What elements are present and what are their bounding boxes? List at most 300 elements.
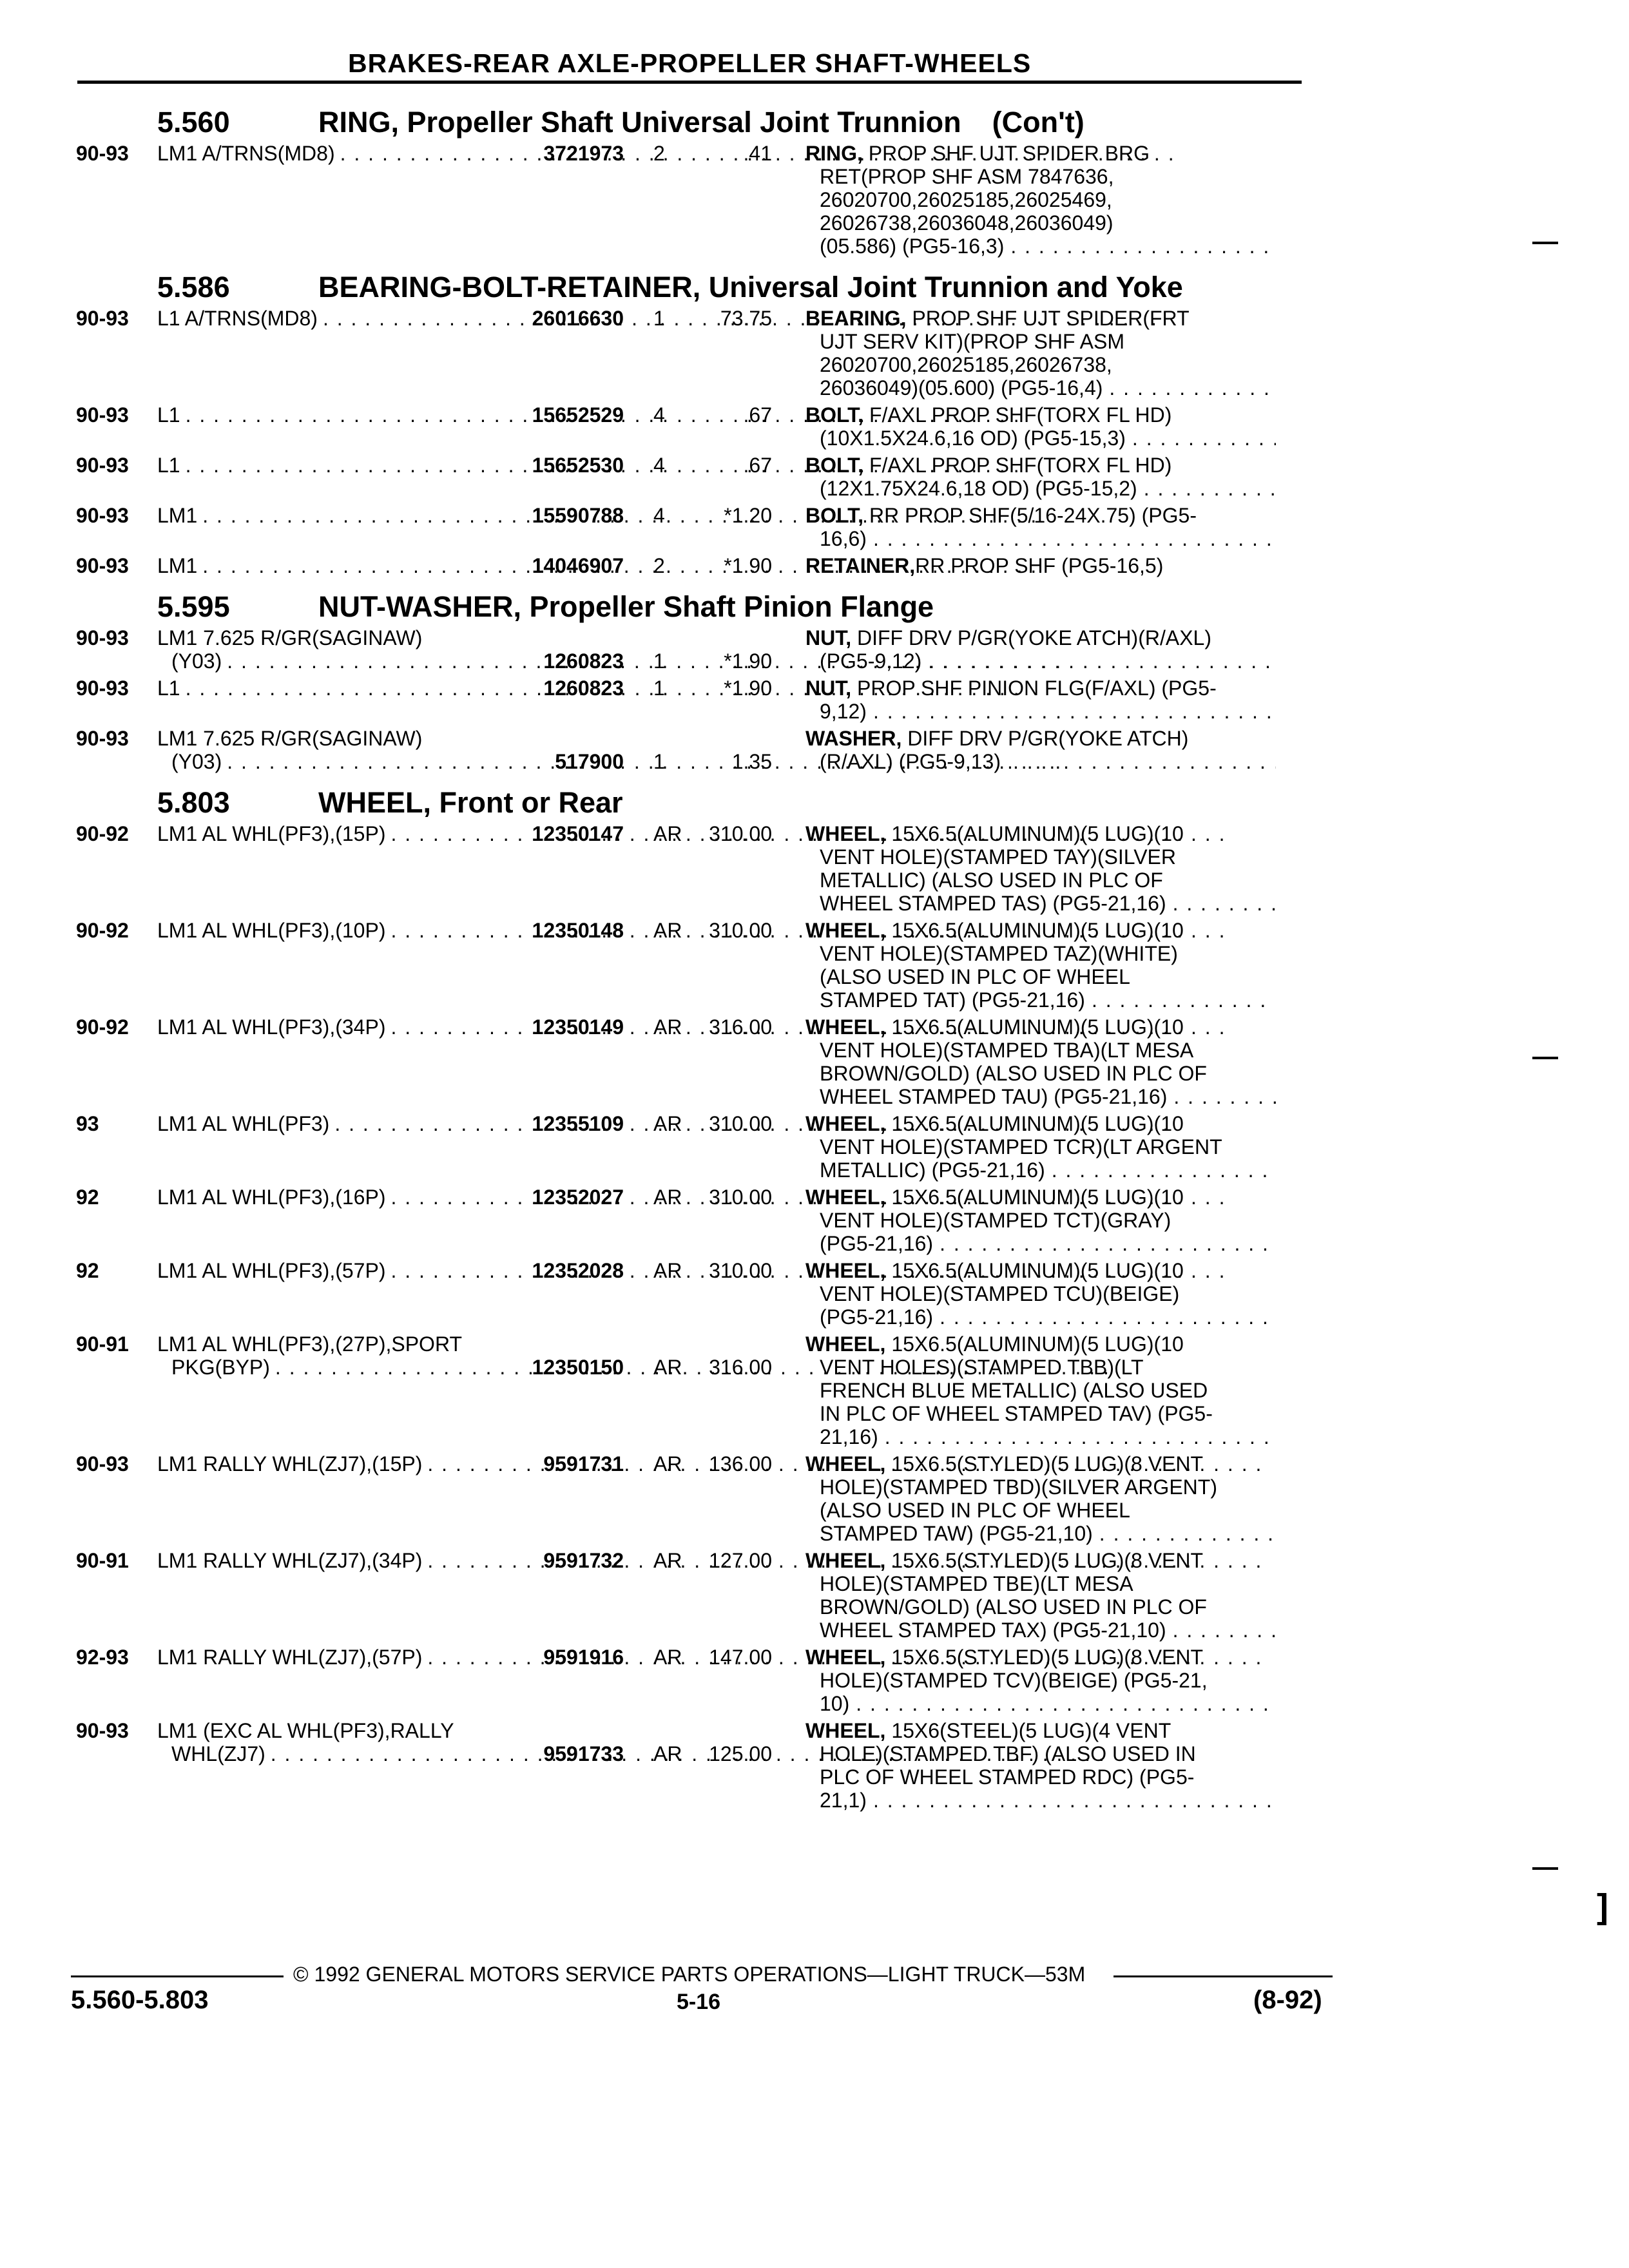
quantity: 2: [653, 554, 665, 577]
part-row: [76, 677, 1333, 723]
leader-dots: [1173, 892, 1276, 915]
description: [805, 403, 1276, 450]
description-line: BROWN/GOLD) (ALSO USED IN PLC OF: [820, 1595, 1207, 1619]
description-text: 15X6.5(ALUMINUM)(5 LUG)(10: [885, 919, 1184, 942]
quantity: 1: [653, 750, 665, 773]
part-cells: [501, 454, 772, 477]
part-row: [76, 626, 1333, 673]
description-line: [805, 235, 1276, 258]
row-app-cells: [157, 677, 772, 700]
model-years: 90-91: [76, 1549, 129, 1572]
description: [805, 1452, 1276, 1545]
part-row: [76, 1549, 1333, 1642]
description-noun: NUT,: [805, 677, 852, 700]
description-text: METALLIC) (PG5-21,16): [820, 1158, 1045, 1182]
description-text: 15X6.5(ALUMINUM)(5 LUG)(10: [885, 1332, 1184, 1356]
row-app-cells: [157, 1549, 772, 1572]
description-line: BROWN/GOLD) (ALSO USED IN PLC OF: [820, 1062, 1207, 1085]
price: *1.90: [724, 677, 772, 700]
part-number: 12355109: [532, 1112, 624, 1135]
quantity: 4: [653, 403, 665, 427]
description-line: [805, 504, 1276, 527]
row-left: [76, 504, 772, 550]
description-line: [805, 142, 1276, 165]
part-row: [76, 822, 1333, 915]
model-years: 93: [76, 1112, 99, 1135]
description: [805, 822, 1276, 915]
row-app-cells: [157, 1186, 772, 1209]
part-cells: [501, 919, 772, 942]
row-left: [76, 1646, 772, 1715]
description-noun: WHEEL,: [805, 1646, 886, 1669]
description: [805, 677, 1276, 723]
leader-dots: [885, 1425, 1276, 1448]
description-text: WHEEL STAMPED TAS) (PG5-21,16): [820, 892, 1166, 915]
description: [805, 504, 1276, 550]
price: *1.90: [724, 554, 772, 577]
row-app-cells: [157, 626, 772, 673]
quantity: AR: [653, 1549, 682, 1572]
price: 310.00: [709, 822, 772, 845]
part-row: [76, 307, 1333, 399]
description-noun: NUT,: [805, 626, 852, 649]
application: [157, 677, 501, 700]
model-years: 92: [76, 1259, 99, 1282]
application: [157, 919, 501, 942]
application-text: (Y03): [171, 649, 222, 673]
price: 1.35: [731, 750, 772, 773]
description-line: PLC OF WHEEL STAMPED RDC) (PG5-: [820, 1765, 1195, 1789]
application: [157, 822, 501, 845]
description-line: [805, 750, 1276, 773]
description-line: [805, 1425, 1276, 1448]
description-text: PROP SHF PINION FLG(F/AXL) (PG5-: [851, 677, 1217, 700]
section-number: 5.586: [157, 271, 230, 303]
row-left: [76, 403, 772, 450]
application: [157, 454, 501, 477]
section-title: WHEEL, Front or Rear: [318, 786, 623, 819]
part-number: 12352028: [532, 1259, 624, 1282]
part-cells: [501, 1452, 772, 1475]
row-left: [76, 1259, 772, 1329]
description-noun: WHEEL,: [805, 1549, 886, 1572]
quantity: 2: [653, 142, 665, 165]
leader-dots: [873, 527, 1276, 550]
row-app-cells: [157, 1452, 772, 1475]
leader-dots: [1052, 1158, 1276, 1182]
application: [157, 307, 501, 330]
model-years: 90-93: [76, 677, 129, 700]
description-noun: WHEEL,: [805, 1112, 886, 1135]
description-line: 26020700,26025185,26026738,: [820, 353, 1112, 376]
model-years: 92-93: [76, 1646, 129, 1669]
description-line: HOLE)(STAMPED TCV)(BEIGE) (PG5-21,: [820, 1669, 1208, 1692]
row-app-cells: [157, 454, 772, 477]
footer-page-number: 5-16: [677, 1990, 721, 2014]
row-left: [76, 454, 772, 500]
part-number: 517900: [555, 750, 624, 773]
quantity: AR: [653, 822, 682, 845]
description-line: [805, 376, 1276, 399]
model-years: 90-93: [76, 626, 129, 649]
application: [157, 1452, 501, 1475]
description-line: HOLE)(STAMPED TBD)(SILVER ARGENT): [820, 1475, 1217, 1499]
row-app-cells: [157, 1719, 772, 1765]
section-title: NUT-WASHER, Propeller Shaft Pinion Flange: [318, 590, 934, 623]
part-number: 15652529: [532, 403, 624, 427]
description-line: [805, 527, 1276, 550]
model-years: 90-93: [76, 403, 129, 427]
model-years: 90-92: [76, 822, 129, 845]
description-line: [805, 988, 1276, 1012]
row-app-cells: [157, 919, 772, 942]
quantity: 1: [653, 307, 665, 330]
application: [157, 727, 501, 773]
application-text: LM1 RALLY WHL(ZJ7),(34P): [157, 1549, 423, 1572]
price: 127.00: [709, 1549, 772, 1572]
application: [157, 626, 501, 673]
application: [157, 1332, 501, 1379]
description-text: F/AXL PROP SHF(TORX FL HD): [863, 454, 1172, 477]
row-app-cells: [157, 1015, 772, 1039]
description-text: 15X6.5(ALUMINUM)(5 LUG)(10: [885, 822, 1184, 845]
description-text: 16,6): [820, 527, 867, 550]
description-line: [805, 1692, 1276, 1715]
leader-dots: [928, 649, 1276, 673]
description-line: [805, 1332, 1276, 1356]
part-number: 1260823: [543, 649, 624, 673]
price: .41: [743, 142, 772, 165]
description-line: [805, 700, 1276, 723]
description: [805, 1186, 1276, 1255]
application-text: LM1 AL WHL(PF3): [157, 1112, 330, 1135]
description: [805, 919, 1276, 1012]
parts-listing: [76, 97, 1333, 1816]
description-line: [805, 1522, 1276, 1545]
description-line: VENT HOLES)(STAMPED TBB)(LT: [820, 1356, 1144, 1379]
row-left: [76, 142, 772, 258]
footer-date: (8-92): [1253, 1986, 1322, 2014]
description-text: 10): [820, 1692, 850, 1715]
application-text: LM1 7.625 R/GR(SAGINAW): [157, 727, 423, 750]
description-text: 15X6.5(STYLED)(5 LUG)(8 VENT: [885, 1549, 1204, 1572]
margin-mark: [1532, 1057, 1558, 1059]
description-line: [805, 1015, 1276, 1039]
description: [805, 1719, 1276, 1812]
part-cells: [501, 554, 772, 577]
description-line: VENT HOLE)(STAMPED TCR)(LT ARGENT: [820, 1135, 1222, 1158]
page-title: BRAKES-REAR AXLE-PROPELLER SHAFT-WHEELS: [348, 48, 1032, 78]
row-app-cells: [157, 727, 772, 773]
application-text: LM1 AL WHL(PF3),(16P): [157, 1186, 386, 1209]
description-line: 26026738,26036048,26036049): [820, 211, 1113, 235]
price: 310.00: [709, 1259, 772, 1282]
price: 73.75: [720, 307, 772, 330]
description-text: RR PROP SHF (PG5-16,5): [915, 554, 1164, 577]
row-left: [76, 1452, 772, 1545]
quantity: 4: [653, 504, 665, 527]
description: [805, 1015, 1276, 1108]
description-line: VENT HOLE)(STAMPED TCT)(GRAY): [820, 1209, 1171, 1232]
footer-rule-left: [71, 1975, 284, 1977]
part-number: 12350148: [532, 919, 624, 942]
part-cells: [501, 1549, 772, 1572]
quantity: AR: [653, 1742, 682, 1765]
description-text: 15X6.5(ALUMINUM)(5 LUG)(10: [885, 1112, 1184, 1135]
price: *1.20: [724, 504, 772, 527]
model-years: 90-93: [76, 504, 129, 527]
description-line: [805, 554, 1276, 577]
price: 316.00: [709, 1015, 772, 1039]
description-line: VENT HOLE)(STAMPED TCU)(BEIGE): [820, 1282, 1180, 1305]
section-number: 5.560: [157, 106, 230, 139]
section-name: [318, 590, 1333, 624]
part-cells: [501, 1646, 772, 1669]
application-text: LM1 AL WHL(PF3),(34P): [157, 1015, 386, 1039]
section-suffix: (Con't): [992, 106, 1084, 139]
part-cells: [501, 403, 772, 427]
description-text: (05.586) (PG5-16,3): [820, 235, 1005, 258]
description-noun: BOLT,: [805, 454, 864, 477]
description-text: WHEEL STAMPED TAU) (PG5-21,16): [820, 1085, 1168, 1108]
description-text: 15X6(STEEL)(5 LUG)(4 VENT: [885, 1719, 1171, 1742]
part-row: [76, 403, 1333, 450]
row-app-cells: [157, 403, 772, 427]
part-number: 3721973: [543, 142, 624, 165]
row-left: [76, 1186, 772, 1255]
description-noun: WHEEL,: [805, 822, 886, 845]
quantity: 4: [653, 454, 665, 477]
description-line: [805, 892, 1276, 915]
part-row: [76, 504, 1333, 550]
footer-rule-right: [1113, 1975, 1333, 1977]
part-cells: [501, 1356, 772, 1379]
description-line: VENT HOLE)(STAMPED TAZ)(WHITE): [820, 942, 1178, 965]
application-text: LM1 7.625 R/GR(SAGINAW): [157, 626, 423, 649]
description-text: (12X1.75X24.6,18 OD) (PG5-15,2): [820, 477, 1137, 500]
section-name: [318, 786, 1333, 820]
part-number: 12350149: [532, 1015, 624, 1039]
part-cells: [501, 504, 772, 527]
description-text: F/AXL PROP SHF(TORX FL HD): [863, 403, 1172, 427]
description-line: [805, 1719, 1276, 1742]
description-noun: WHEEL,: [805, 1452, 886, 1475]
description-line: [805, 403, 1276, 427]
part-number: 9591732: [543, 1549, 624, 1572]
part-row: [76, 454, 1333, 500]
description-text: (PG5-21,16): [820, 1232, 934, 1255]
description-text: 9,12): [820, 700, 867, 723]
price: 125.00: [709, 1742, 772, 1765]
description-noun: RING,: [805, 142, 863, 165]
description-line: [805, 454, 1276, 477]
application-text: L1 A/TRNS(MD8): [157, 307, 318, 330]
leader-dots: [856, 1692, 1276, 1715]
description: [805, 142, 1276, 258]
description-line: [805, 727, 1276, 750]
row-left: [76, 727, 772, 773]
description-line: [805, 427, 1276, 450]
price: 316.00: [709, 1356, 772, 1379]
margin-mark: [1532, 1867, 1558, 1870]
part-number: 9591731: [543, 1452, 624, 1475]
margin-bracket: ]: [1597, 1887, 1608, 1926]
part-number: 14046907: [532, 554, 624, 577]
row-app-cells: [157, 504, 772, 527]
section-name: [318, 271, 1333, 304]
application-text: LM1: [157, 504, 198, 527]
part-row: [76, 727, 1333, 773]
model-years: 90-92: [76, 1015, 129, 1039]
part-number: 12352027: [532, 1186, 624, 1209]
description-noun: BOLT,: [805, 504, 864, 527]
application-text: LM1 AL WHL(PF3),(10P): [157, 919, 386, 942]
description-text: 21,16): [820, 1425, 878, 1448]
leader-dots: [1132, 427, 1276, 450]
description-line: HOLE)(STAMPED TBF) (ALSO USED IN: [820, 1742, 1196, 1765]
description-text: DIFF DRV P/GR(YOKE ATCH)(R/AXL): [851, 626, 1211, 649]
description-noun: WASHER,: [805, 727, 902, 750]
price: 147.00: [709, 1646, 772, 1669]
leader-dots: [1010, 235, 1276, 258]
part-row: [76, 1332, 1333, 1448]
part-cells: [501, 142, 772, 165]
application: [157, 142, 501, 165]
leader-dots: [873, 700, 1276, 723]
row-left: [76, 1332, 772, 1448]
description-line: RET(PROP SHF ASM 7847636,: [820, 165, 1114, 188]
part-cells: [501, 1259, 772, 1282]
section-header: [76, 262, 1333, 307]
description-line: METALLIC) (ALSO USED IN PLC OF: [820, 869, 1163, 892]
part-cells: [501, 1112, 772, 1135]
part-number: 12350147: [532, 822, 624, 845]
description-text: WHEEL STAMPED TAX) (PG5-21,10): [820, 1619, 1166, 1642]
application-text: L1: [157, 677, 180, 700]
row-left: [76, 822, 772, 915]
application: [157, 1186, 501, 1209]
part-number: 15590788: [532, 504, 624, 527]
description-line: [805, 1232, 1276, 1255]
description-line: [805, 1619, 1276, 1642]
description-line: [805, 1452, 1276, 1475]
description-noun: WHEEL,: [805, 1332, 886, 1356]
row-app-cells: [157, 822, 772, 845]
leader-dots: [1092, 988, 1276, 1012]
description-line: IN PLC OF WHEEL STAMPED TAV) (PG5-: [820, 1402, 1213, 1425]
quantity: AR: [653, 1112, 682, 1135]
row-left: [76, 1549, 772, 1642]
application-text: LM1 A/TRNS(MD8): [157, 142, 335, 165]
application: [157, 504, 501, 527]
price: .67: [743, 403, 772, 427]
quantity: 1: [653, 649, 665, 673]
application: [157, 1549, 501, 1572]
application-text: WHL(ZJ7): [171, 1742, 265, 1765]
part-row: [76, 554, 1333, 577]
description-text: RR PROP SHF(5/16-24X.75) (PG5-: [863, 504, 1197, 527]
part-cells: [501, 307, 772, 330]
row-left: [76, 626, 772, 673]
description-line: [805, 307, 1276, 330]
model-years: 90-91: [76, 1332, 129, 1356]
description-noun: BEARING,: [805, 307, 907, 330]
description-line: [805, 677, 1276, 700]
footer-copyright: © 1992 GENERAL MOTORS SERVICE PARTS OPERATIONS—LIGHT TRUCK—53M: [293, 1963, 1086, 1986]
description-line: [805, 919, 1276, 942]
description-text: DIFF DRV P/GR(YOKE ATCH): [901, 727, 1189, 750]
price: 310.00: [709, 919, 772, 942]
section-title: BEARING-BOLT-RETAINER, Universal Joint Trunnion and Yoke: [318, 271, 1183, 303]
quantity: 1: [653, 677, 665, 700]
section-header: [76, 581, 1333, 626]
quantity: AR: [653, 1259, 682, 1282]
part-number: 1260823: [543, 677, 624, 700]
row-left: [76, 1015, 772, 1108]
description-text: 15X6.5(ALUMINUM)(5 LUG)(10: [885, 1015, 1184, 1039]
description-line: [805, 1112, 1276, 1135]
description-line: (ALSO USED IN PLC OF WHEEL: [820, 1499, 1130, 1522]
description-text: 15X6.5(ALUMINUM)(5 LUG)(10: [885, 1259, 1184, 1282]
quantity: AR: [653, 1015, 682, 1039]
leader-dots: [1173, 1619, 1276, 1642]
description-text: 15X6.5(STYLED)(5 LUG)(8 VENT: [885, 1646, 1204, 1669]
part-row: [76, 1719, 1333, 1812]
description-text: 15X6.5(ALUMINUM)(5 LUG)(10: [885, 1186, 1184, 1209]
section-title: RING, Propeller Shaft Universal Joint Trunnion: [318, 106, 961, 139]
description: [805, 1259, 1276, 1329]
description-text: (10X1.5X24.6,16 OD) (PG5-15,3): [820, 427, 1126, 450]
part-row: [76, 1112, 1333, 1182]
application-text: LM1 RALLY WHL(ZJ7),(15P): [157, 1452, 423, 1475]
description-line: [805, 1158, 1276, 1182]
row-app-cells: [157, 1332, 772, 1379]
leader-dots: [1109, 376, 1276, 399]
leader-dots: [940, 1232, 1276, 1255]
row-left: [76, 307, 772, 399]
quantity: AR: [653, 1646, 682, 1669]
section-name: [318, 106, 1333, 139]
part-cells: [501, 677, 772, 700]
application-text: LM1: [157, 554, 198, 577]
description-line: [805, 1789, 1276, 1812]
title-rule: [77, 81, 1302, 84]
section-header: [76, 777, 1333, 822]
price: 310.00: [709, 1112, 772, 1135]
description-noun: WHEEL,: [805, 1259, 886, 1282]
leader-dots: [1099, 1522, 1276, 1545]
part-cells: [501, 1186, 772, 1209]
leader-dots: [1007, 750, 1276, 773]
model-years: 90-93: [76, 307, 129, 330]
section-number: 5.803: [157, 786, 230, 819]
margin-mark: [1532, 242, 1558, 244]
price: .67: [743, 454, 772, 477]
description-text: (PG5-21,16): [820, 1305, 934, 1329]
description-noun: WHEEL,: [805, 1015, 886, 1039]
model-years: 92: [76, 1186, 99, 1209]
application-text: PKG(BYP): [171, 1356, 270, 1379]
row-app-cells: [157, 1259, 772, 1282]
part-cells: [501, 649, 772, 673]
leader-dots: [1170, 554, 1276, 577]
description-text: 26036049)(05.600) (PG5-16,4): [820, 376, 1103, 399]
application-text: (Y03): [171, 750, 222, 773]
description-text: 15X6.5(STYLED)(5 LUG)(8 VENT: [885, 1452, 1204, 1475]
row-left: [76, 1719, 772, 1812]
model-years: 90-93: [76, 142, 129, 165]
part-row: [76, 1646, 1333, 1715]
